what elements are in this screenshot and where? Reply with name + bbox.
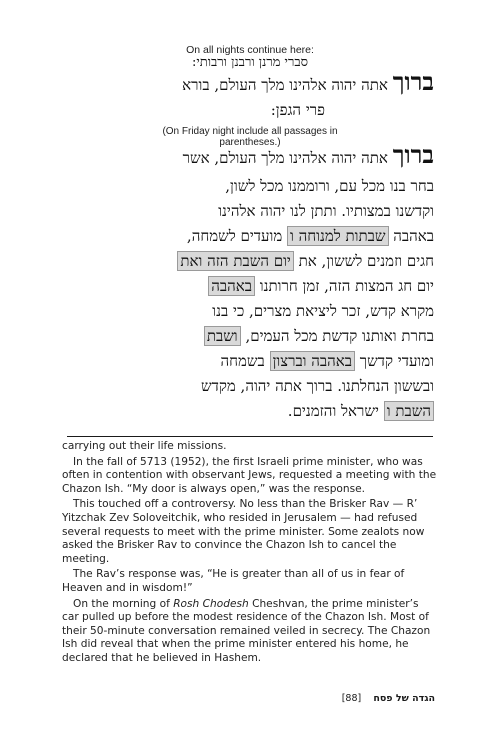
instruction-continue-here: On all nights continue here: — [186, 44, 314, 56]
shabbat-insert: השבת ו — [384, 401, 434, 421]
commentary-paragraph: The Rav’s response was, “He is greater than all of us in fear of Heaven and in wisdom!” — [62, 568, 405, 594]
commentary-text: On the morning of — [73, 597, 174, 610]
instruction-friday-night: (On Friday night include all passages in parentheses.) — [162, 126, 338, 148]
kiddush-line-9-a: ומועדי קדשך — [359, 352, 434, 370]
kiddush-line-11 — [288, 401, 434, 421]
wine-blessing-text: אתה יהוה אלהינו מלך העולם, בורא — [182, 76, 388, 94]
kiddush-line-5-a: חגים וזמנים לששון, את — [298, 252, 434, 270]
commentary-paragraph: This touched off a controversy. No less than the Brisker Rav — R’ Yitzchak Zev Soloveitchik, who resided in Jerusalem — had refused several requests to meet with the prime minister. Some zealots now asked the Brisker Rav to convince the Chazon Ish to cancel the meeting. — [62, 498, 425, 565]
kiddush-line-9 — [221, 351, 434, 371]
opening-word-baruch: ברוך — [392, 67, 434, 96]
kiddush-line-7: מקרא קדש, זכר ליציאת מצרים, כי בנו — [212, 302, 434, 320]
kiddush-line-11-b: ישראל והזמנים. — [287, 402, 379, 420]
kiddush-line-1-text: אתה יהוה אלהינו מלך העולם, אשר — [182, 149, 388, 167]
page-number: [88] — [341, 693, 362, 704]
kiddush-line-4-a: באהבה — [393, 227, 434, 245]
kiddush-line-8-a: בחרת ואותנו קדשת מכל העמים, — [245, 327, 434, 345]
kiddush-line-8 — [204, 326, 434, 346]
book-title: הגדה של פסח — [373, 693, 435, 704]
commentary-text: Cheshvan, the prime minister’s car pulled up before the modest residence of the Chazon Ish. Most of their 50-minute conversation remained veiled in secrecy. The Chazon Ish did reveal that when the prime minister entered his home, he declared that he believed in Hashem. — [62, 597, 431, 664]
kiddush-line-9-b: בשמחה — [220, 352, 265, 370]
kiddush-line-4 — [187, 226, 434, 246]
shabbat-insert: ושבת — [204, 326, 241, 346]
commentary-paragraph: carrying out their life missions. — [62, 440, 227, 452]
kiddush-line-3: וקדשנו במצותיו. ותתן לנו יהוה אלהינו — [218, 202, 434, 220]
savri-line: סברי מרנן ורבנן ורבותי: — [191, 55, 309, 70]
commentary-block — [62, 440, 437, 666]
commentary-paragraph: In the fall of 5713 (1952), the first Israeli prime minister, who was often in contention with observant Jews, requested a meeting with the Chazon Ish. “My door is always open,” was the response. — [62, 455, 437, 495]
shabbat-insert: שבתות למנוחה ו — [287, 226, 389, 246]
kiddush-line-1 — [182, 140, 434, 169]
shabbat-insert: באהבה וברצון — [270, 351, 355, 371]
kiddush-line-6-a: יום חג המצות הזה, זמן חרותנו — [259, 277, 434, 295]
page-footer — [310, 693, 435, 704]
wine-blessing-line-1 — [182, 67, 434, 96]
opening-word-baruch-kiddush: ברוך — [392, 140, 434, 169]
kiddush-line-4-b: מועדים לשמחה, — [186, 227, 283, 245]
kiddush-line-10: ובששון הנחלתנו. ברוך אתה יהוה, מקדש — [201, 377, 434, 395]
shabbat-insert: באהבה — [208, 276, 255, 296]
kiddush-line-2: בחר בנו מכל עם, ורוממנו מכל לשון, — [225, 177, 434, 195]
kiddush-line-6 — [208, 276, 434, 296]
commentary-paragraph — [62, 598, 437, 666]
section-divider — [67, 436, 433, 437]
commentary-italic: Rosh Chodesh — [173, 597, 249, 610]
kiddush-line-5 — [177, 251, 434, 271]
shabbat-insert: יום השבת הזה ואת — [177, 251, 294, 271]
wine-blessing-line-2: פרי הגפן: — [270, 101, 325, 119]
